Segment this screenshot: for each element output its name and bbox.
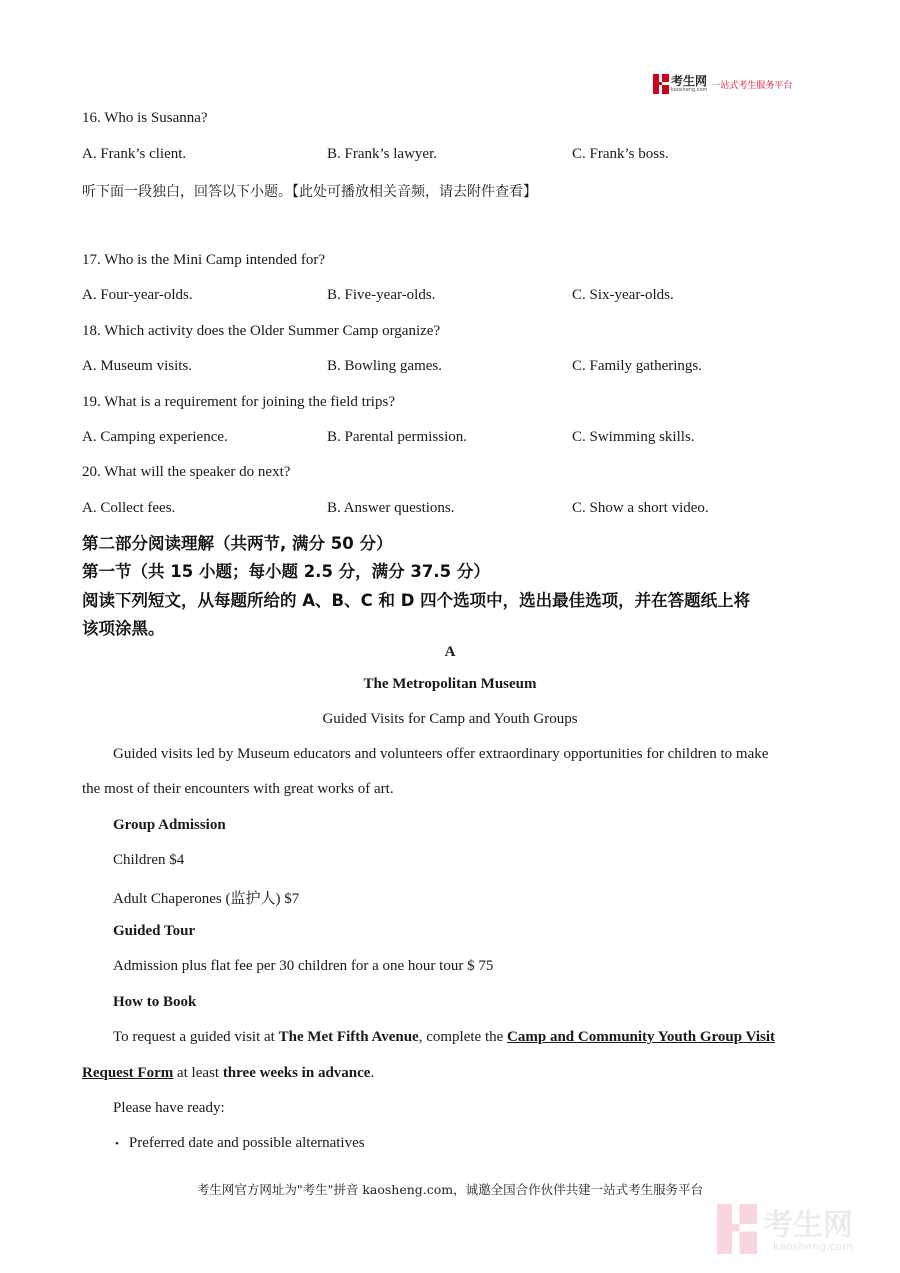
watermark-mark-icon xyxy=(717,1204,757,1259)
option-b: B. Five-year-olds. xyxy=(327,287,436,303)
footer-text: 考生网官方网址为"考生"拼音 kaosheng.com，诚邀全国合作伙伴共建一站式考生服务平台 xyxy=(196,1182,704,1197)
question-stem: 16. Who is Susanna? xyxy=(82,110,208,126)
site-logo xyxy=(653,72,792,96)
guided-tour-text: Admission plus flat fee per 30 children for a one hour tour $ 75 xyxy=(113,958,494,974)
monologue-instruction: 听下面一段独白，回答以下小题。【此处可播放相关音频，请去附件查看】 xyxy=(82,184,537,200)
watermark-en: kaosheng.com xyxy=(772,1240,853,1253)
passage-letter: A xyxy=(444,644,456,660)
booking-text: . xyxy=(370,1065,375,1081)
option-c: C. Six-year-olds. xyxy=(572,287,674,303)
logo-cn-text: 考生网 xyxy=(671,74,708,88)
option-a: A. Collect fees. xyxy=(82,500,176,516)
booking-deadline: three weeks in advance xyxy=(222,1065,371,1081)
part2-instruction-line2: 该项涂黑。 xyxy=(82,619,165,638)
option-c: C. Show a short video. xyxy=(572,500,709,516)
question-stem: 19. What is a requirement for joining the field trips? xyxy=(82,394,395,410)
watermark xyxy=(717,1204,853,1259)
option-b: B. Parental permission. xyxy=(327,429,467,445)
booking-line2 xyxy=(82,1065,374,1082)
question-stem: 18. Which activity does the Older Summer Camp organize? xyxy=(82,323,441,339)
booking-line1 xyxy=(113,1029,775,1046)
passage-subtitle: Guided Visits for Camp and Youth Groups xyxy=(322,711,578,727)
passage-intro-line2: the most of their encounters with great works of art. xyxy=(82,781,394,797)
option-c: C. Swimming skills. xyxy=(572,429,695,445)
how-to-book-heading: How to Book xyxy=(113,994,197,1010)
option-b: B. Bowling games. xyxy=(327,358,442,374)
logo-mark-icon xyxy=(653,74,669,94)
adult-price: Adult Chaperones (监护人) $7 xyxy=(113,891,300,907)
request-form-link[interactable]: Camp and Community Youth Group Visit xyxy=(507,1029,776,1045)
passage-intro-line1: Guided visits led by Museum educators and volunteers offer extraordinary opportunities for children to make xyxy=(113,746,769,762)
children-price: Children $4 xyxy=(113,852,185,868)
section1-title: 第一节（共 15 小题；每小题 2.5 分，满分 37.5 分） xyxy=(82,562,490,581)
option-a: A. Museum visits. xyxy=(82,358,193,374)
guided-tour-heading: Guided Tour xyxy=(113,923,196,939)
watermark-cn: 考生网 xyxy=(763,1208,853,1243)
group-admission-heading: Group Admission xyxy=(113,817,226,833)
bullet-icon: • xyxy=(115,1138,119,1150)
part2-title: 第二部分阅读理解（共两节, 满分 50 分） xyxy=(82,534,393,553)
booking-text: To request a guided visit at xyxy=(113,1029,279,1045)
question-stem: 20. What will the speaker do next? xyxy=(82,464,291,480)
part2-instruction-line1: 阅读下列短文，从每题所给的 A、B、C 和 D 四个选项中，选出最佳选项，并在答题纸上将 xyxy=(82,591,751,610)
question-stem: 17. Who is the Mini Camp intended for? xyxy=(82,252,326,268)
option-c: C. Frank’s boss. xyxy=(572,146,669,162)
option-c: C. Family gatherings. xyxy=(572,358,702,374)
logo-en-text: kaosheng.com xyxy=(671,87,708,93)
option-b: B. Answer questions. xyxy=(327,500,455,516)
booking-text: at least xyxy=(173,1065,223,1081)
option-a: A. Four-year-olds. xyxy=(82,287,193,303)
option-b: B. Frank’s lawyer. xyxy=(327,146,437,162)
request-form-link[interactable]: Request Form xyxy=(82,1065,174,1081)
passage-title: The Metropolitan Museum xyxy=(363,676,537,692)
booking-venue: The Met Fifth Avenue xyxy=(278,1029,419,1045)
bullet-text: Preferred date and possible alternatives xyxy=(128,1135,365,1151)
bullet-item xyxy=(115,1135,365,1152)
booking-text: , complete the xyxy=(418,1029,508,1045)
option-a: A. Frank’s client. xyxy=(82,146,187,162)
logo-slogan: 一站式考生服务平台 xyxy=(711,80,793,91)
option-a: A. Camping experience. xyxy=(82,429,228,445)
please-ready: Please have ready: xyxy=(113,1100,225,1116)
